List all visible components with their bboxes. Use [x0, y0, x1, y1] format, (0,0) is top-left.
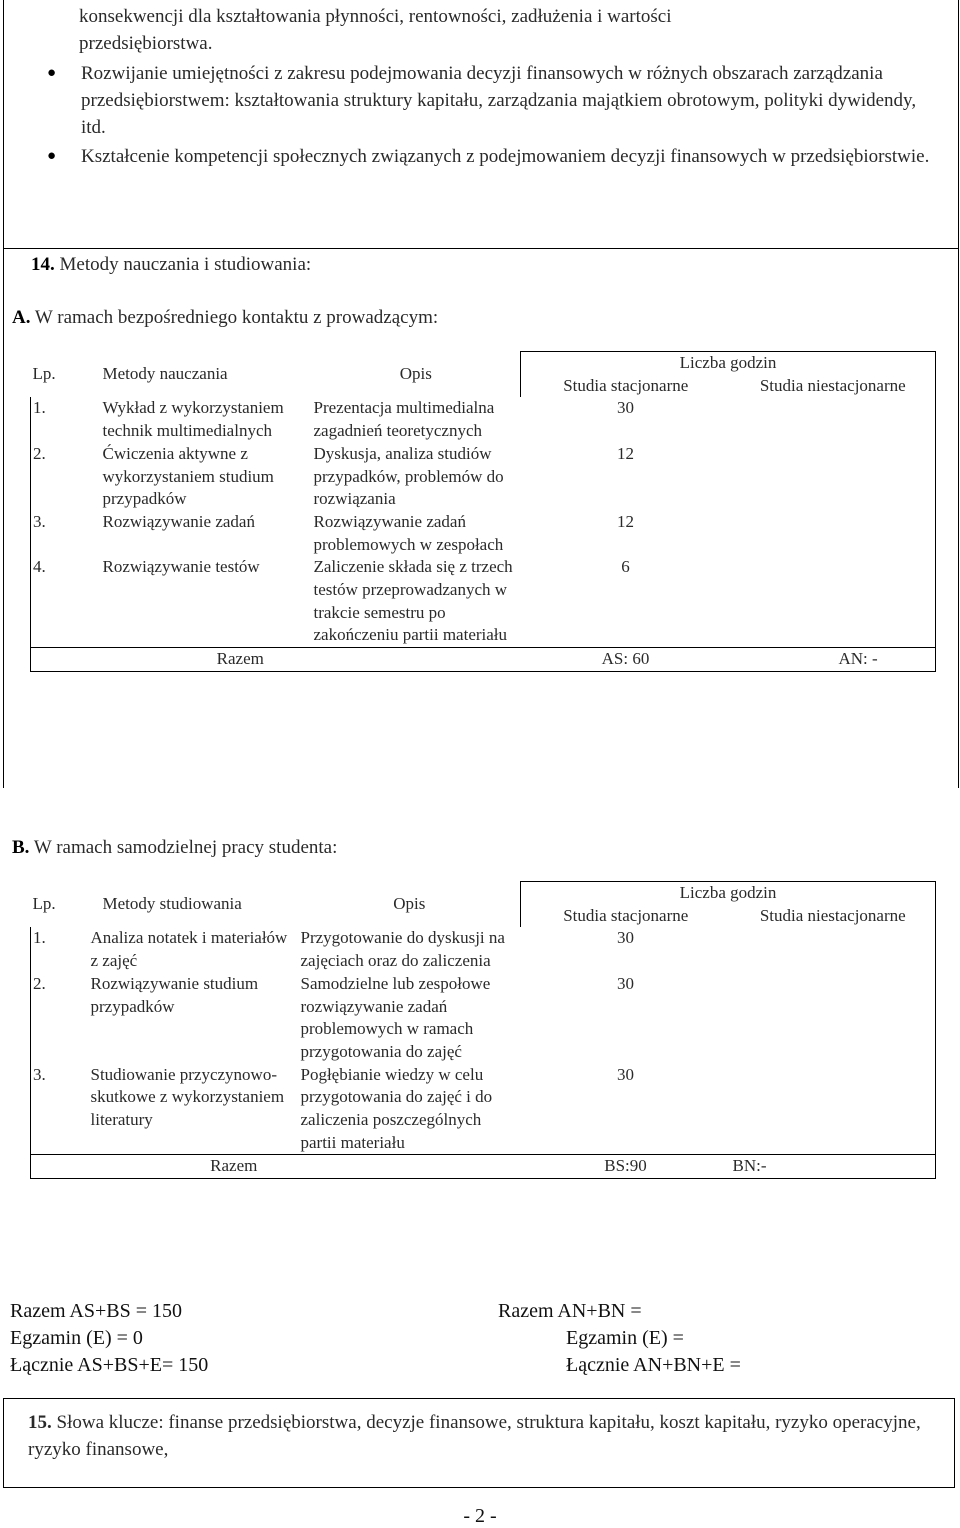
goal-bullet: ● Rozwijanie umiejętności z zakresu podejmowania decyzji finansowych w różnych obszarach zarządzania przedsiębiorstwem: kształtowania struktury kapitału, zarządzania majątkiem obrotowym, polityki dywidendy, itd.	[81, 60, 941, 141]
col-header-stacj: Studia stacjonarne	[521, 905, 731, 928]
page-number: - 2 -	[463, 1505, 497, 1527]
teaching-methods-table	[30, 351, 936, 672]
summary-line: Egzamin (E) =	[566, 1327, 684, 1349]
section-b-heading: B. W ramach samodzielnej pracy studenta:	[12, 837, 338, 858]
section-a-heading: A. W ramach bezpośredniego kontaktu z prowadzącym:	[12, 307, 439, 328]
table-row: 4. Rozwiązywanie testów Zaliczenie składa się z trzech testów przeprowadzanych w trakcie semestru po zakończeniu partii materiału 6	[31, 556, 936, 647]
col-header-desc: Opis	[399, 364, 432, 384]
summary-line: Razem AN+BN =	[498, 1300, 642, 1322]
table-header-row	[31, 882, 936, 905]
col-header-stacj: Studia stacjonarne	[521, 375, 731, 398]
summary-line: Łącznie AN+BN+E =	[566, 1354, 741, 1376]
keywords-text: 15. Słowa klucze: finanse przedsiębiorstwa, decyzje finansowe, struktura kapitału, koszt kapitału, ryzyko operacyjne, ryzyko finansowe,	[28, 1412, 921, 1460]
table-header-row	[31, 352, 936, 375]
summary-line: Razem AS+BS = 150	[10, 1300, 183, 1322]
intro-text	[79, 3, 939, 57]
col-header-hours: Liczba godzin	[521, 352, 936, 375]
table-row: 3. Studiowanie przyczynowo-skutkowe z wykorzystaniem literatury Pogłębianie wiedzy w celu przygotowania do zajęć i do zaliczenia poszczególnych partii materiału 30	[31, 1064, 936, 1155]
col-header-lp: Lp.	[32, 894, 56, 914]
col-header-niestacj: Studia niestacjonarne	[731, 375, 936, 398]
summary-stacjonarne	[10, 1298, 208, 1379]
summary-line: Egzamin (E) = 0	[10, 1327, 143, 1349]
study-methods-table	[30, 881, 936, 1179]
summary-line: Łącznie AS+BS+E= 150	[10, 1354, 209, 1376]
section-14-heading: 14. Metody nauczania i studiowania:	[31, 254, 312, 275]
col-header-niestacj: Studia niestacjonarne	[731, 905, 936, 928]
table-row: 1. Wykład z wykorzystaniem technik multimedialnych Prezentacja multimedialna zagadnień teoretycznych 30	[31, 397, 936, 442]
goal-bullet: ● Kształcenie kompetencji społecznych związanych z podejmowaniem decyzji finansowych w przedsiębiorstwie.	[81, 143, 941, 170]
bullet-icon: ●	[47, 65, 57, 81]
col-header-lp: Lp.	[32, 364, 56, 384]
col-header-desc: Opis	[393, 894, 426, 914]
table-row: 1. Analiza notatek i materiałów z zajęć Przygotowanie do dyskusji na zajęciach oraz do zaliczenia 30	[31, 927, 936, 972]
table-row: 3. Rozwiązywanie zadań Rozwiązywanie zadań problemowych w zespołach 12	[31, 511, 936, 556]
col-header-method: Metody nauczania	[102, 364, 228, 384]
table-row: 2. Rozwiązywanie studium przypadków Samodzielne lub zespołowe rozwiązywanie zadań problemowych w ramach przygotowania do zajęć 30	[31, 973, 936, 1064]
summary-niestacjonarne	[498, 1298, 741, 1379]
keywords-box	[3, 1398, 955, 1488]
table-row: 2. Ćwiczenia aktywne z wykorzystaniem studium przypadków Dyskusja, analiza studiów przypadków, problemów do rozwiązania 12	[31, 443, 936, 511]
bullet-icon: ●	[47, 148, 57, 164]
table-total-row: Razem AS: 60 AN: -	[31, 648, 936, 672]
col-header-hours: Liczba godzin	[521, 882, 936, 905]
table-total-row: Razem BS:90 BN:-	[31, 1155, 936, 1179]
col-header-method: Metody studiowania	[102, 894, 242, 914]
intro-line: przedsiębiorstwa.	[79, 33, 213, 54]
frame-divider	[4, 248, 958, 249]
intro-line: konsekwencji dla kształtowania płynności, rentowności, zadłużenia i wartości	[79, 6, 672, 27]
